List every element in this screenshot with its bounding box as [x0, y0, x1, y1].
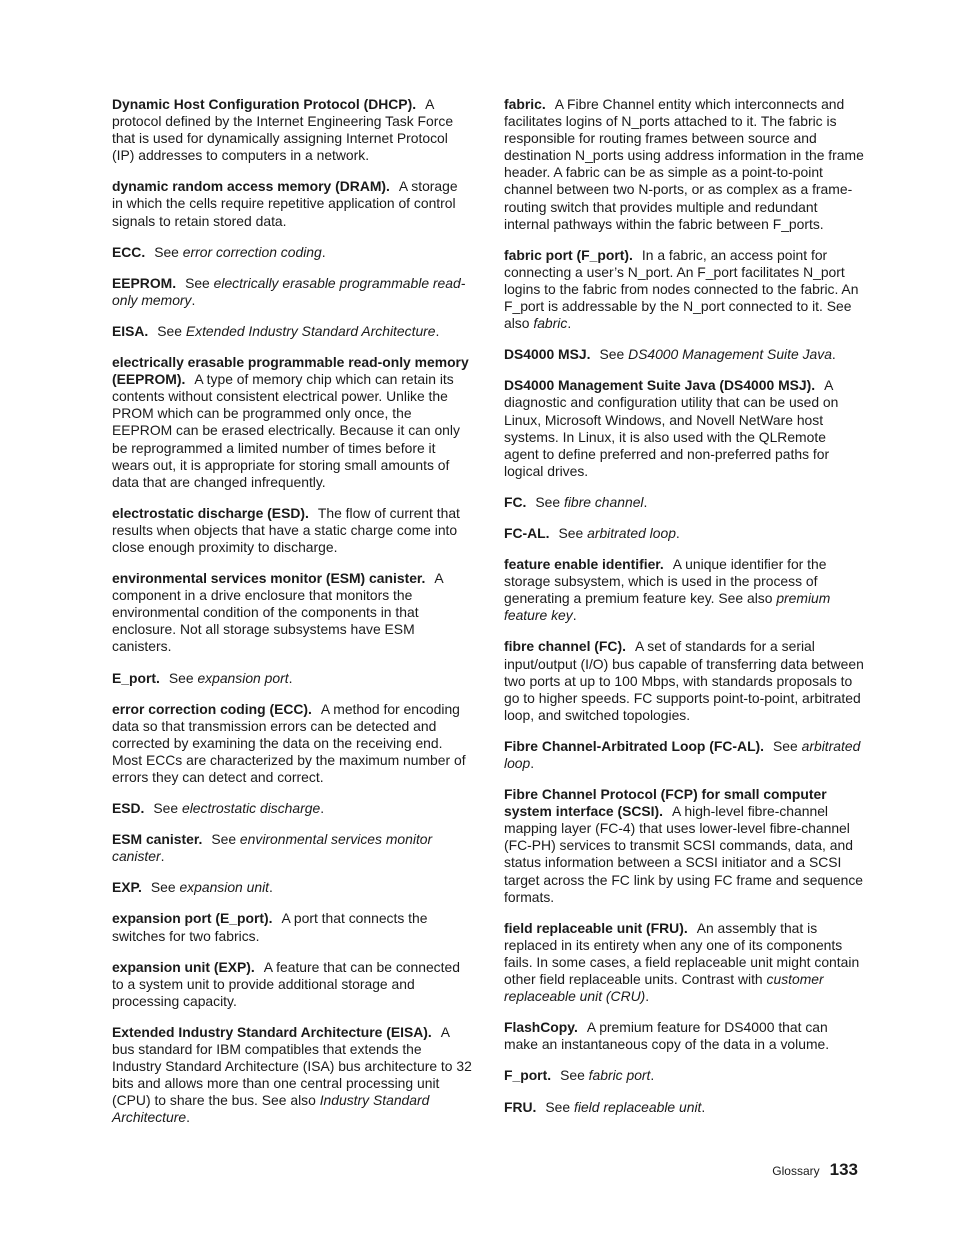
definition-text: An assembly that is replaced in its entirety when any one of its components fails. In some cases, a field replaceable unit might contain other field replaceable units. Contrast with [504, 919, 860, 988]
definition-text: A unique identifier for the storage subsystem, which is used in the process of generating a premium feature key. See also [504, 556, 827, 607]
glossary-term: FlashCopy. [504, 1019, 578, 1036]
definition-text: See [150, 879, 180, 896]
glossary-term: dynamic random access memory (DRAM). [112, 178, 390, 195]
glossary-term: FC-AL. [504, 524, 550, 541]
glossary-term: expansion port (E_port). [112, 910, 273, 927]
glossary-term: EISA. [112, 322, 149, 339]
cross-reference: fabric port [588, 1067, 651, 1084]
cross-reference: fibre channel [563, 493, 644, 510]
cross-reference: electrically erasable programmable read-only memory [112, 274, 466, 308]
definition-text: . [320, 800, 325, 817]
glossary-entry [504, 556, 864, 624]
glossary-entry [504, 920, 864, 1005]
footer-section-label: Glossary [772, 1164, 820, 1178]
glossary-term: Fibre Channel Protocol (FCP) for small computer system interface (SCSI). [504, 786, 827, 820]
definition-text: . [675, 524, 680, 541]
cross-reference: arbitrated loop [504, 737, 861, 771]
definition-text: See [599, 346, 629, 363]
glossary-entry [112, 701, 472, 786]
glossary-entry [504, 786, 864, 906]
definition-text: A port that connects the switches for two fabrics. [112, 910, 428, 944]
cross-reference: fabric [533, 315, 568, 332]
cross-reference: electrostatic discharge [182, 800, 321, 817]
definition-text: A feature that can be connected to a system unit to provide additional storage and processing capacity. [112, 958, 460, 1009]
glossary-term: Fibre Channel-Arbitrated Loop (FC-AL). [504, 737, 765, 754]
definition-text: . [160, 848, 165, 865]
glossary-entry [112, 879, 472, 896]
glossary-term: EEPROM. [112, 274, 177, 291]
definition-text: See [535, 493, 564, 510]
definition-text: See [773, 737, 802, 754]
glossary-entry [112, 505, 472, 556]
definition-text: . [288, 669, 293, 686]
definition-text: . [530, 755, 535, 771]
definition-text: See [153, 800, 182, 817]
glossary-entry [504, 346, 864, 363]
definition-text: . [191, 291, 196, 308]
glossary-term: F_port. [504, 1067, 552, 1084]
cross-reference: Industry Standard Architecture [112, 1092, 430, 1126]
definition-text: A Fibre Channel entity which interconnects and facilitates logins of N_ports attached to it. The fabric is responsible for routing frames between source and destination N_ports using address information in the frame header. A fabric can be as simple as a point-to-point channel between two N-ports, or as complex as a frame-routing switch that provides multiple and redundant internal pathways within the fabric between F_ports. [504, 96, 864, 232]
definition-text: See [558, 524, 588, 541]
definition-text: See [157, 322, 186, 339]
definition-text: See [168, 669, 198, 686]
glossary-term: FRU. [504, 1098, 537, 1115]
glossary-entry [112, 831, 472, 865]
glossary-entry [112, 96, 472, 164]
definition-text: . [831, 346, 836, 363]
glossary-term: fibre channel (FC). [504, 638, 626, 655]
glossary-term: expansion unit (EXP). [112, 958, 255, 975]
cross-reference: customer replaceable unit (CRU) [504, 971, 824, 1005]
glossary-entry [504, 247, 864, 332]
cross-reference: DS4000 Management Suite Java [628, 346, 832, 363]
glossary-term: ECC. [112, 243, 146, 260]
definition-text: . [650, 1067, 655, 1084]
glossary-entry [504, 494, 864, 511]
glossary-entry [504, 1067, 864, 1084]
glossary-entry [112, 959, 472, 1010]
glossary-term: fabric. [504, 96, 546, 112]
definition-text: See [185, 274, 214, 291]
definition-text: . [701, 1098, 706, 1115]
glossary-entry [112, 244, 472, 261]
glossary-entry [504, 96, 864, 233]
glossary-term: error correction coding (ECC). [112, 700, 312, 717]
glossary-entry [112, 800, 472, 817]
definition-text: A method for encoding data so that transmission errors can be detected and corrected by examining the data on the receiving end. Most ECCs are characterized by the maximum number of errors they can detect and correct. [112, 700, 466, 785]
glossary-term: Dynamic Host Configuration Protocol (DHCP). [112, 96, 417, 112]
glossary-term: feature enable identifier. [504, 556, 664, 573]
cross-reference: field replaceable unit [574, 1098, 702, 1115]
glossary-right-column [504, 96, 864, 1130]
definition-text: . [186, 1109, 190, 1126]
glossary-entry [112, 275, 472, 309]
definition-text: A high-level fibre-channel mapping layer (FC-4) that uses lower-level fibre-channel (FC-PH) services to transmit SCSI commands, data, and status information between a SCSI initiator and a SCSI target across the FC link by using FC frame and sequence formats. [504, 803, 864, 905]
glossary-left-column [112, 96, 472, 1141]
definition-text: . [572, 607, 577, 624]
cross-reference: Extended Industry Standard Architecture [185, 322, 436, 339]
definition-text: A type of memory chip which can retain its contents without consistent electrical power. Unlike the PROM which can be programmed only once, the EEPROM can be erased electrically. Because it can only be reprogrammed a limited number of times before it wears out, it is appropriate for storing small amounts of data that are changed infrequently. [112, 371, 460, 490]
cross-reference: error correction coding [182, 243, 322, 260]
definition-text: See [560, 1067, 589, 1084]
cross-reference: premium feature key [504, 590, 831, 624]
cross-reference: expansion port [197, 669, 289, 686]
cross-reference: environmental services monitor canister [112, 831, 433, 865]
definition-text: . [643, 493, 648, 510]
definition-text: A set of standards for a serial input/output (I/O) bus capable of transferring data between two ports at up to 100 Mbps, with standards proposals to go to higher speeds. FC supports point-to-point, arbitrated loop, and switched topologies. [504, 638, 864, 723]
glossary-term: DS4000 Management Suite Java (DS4000 MSJ). [504, 377, 816, 394]
definition-text: A bus standard for IBM compatibles that extends the Industry Standard Architecture (ISA) bus architecture to 32 bits and allows more than one central processing unit (CPU) to share the bus. See also [112, 1023, 472, 1109]
glossary-term: field replaceable unit (FRU). [504, 919, 688, 936]
glossary-entry [112, 670, 472, 687]
glossary-term: ESD. [112, 800, 145, 817]
page-footer [772, 1160, 858, 1180]
definition-text: A premium feature for DS4000 that can make an instantaneous copy of the data in a volume. [504, 1019, 830, 1053]
glossary-entry [504, 638, 864, 723]
glossary-term: E_port. [112, 669, 160, 686]
glossary-entry [504, 1099, 864, 1116]
glossary-entry [112, 323, 472, 340]
glossary-entry [504, 525, 864, 542]
definition-text: See [545, 1098, 574, 1115]
definition-text: See [211, 831, 240, 848]
glossary-entry [112, 1024, 472, 1127]
glossary-entry [112, 570, 472, 655]
definition-text: . [567, 315, 572, 332]
glossary-term: electrically erasable programmable read-only memory (EEPROM). [112, 354, 469, 388]
cross-reference: arbitrated loop [587, 524, 676, 541]
definition-text: . [269, 879, 273, 896]
glossary-term: FC. [504, 493, 527, 510]
page-number: 133 [829, 1160, 858, 1179]
definition-text: . [645, 988, 650, 1005]
cross-reference: expansion unit [179, 879, 270, 896]
definition-text: A component in a drive enclosure that monitors the environmental condition of the components in that enclosure. Not all storage subsystems have ESM canisters. [112, 570, 443, 655]
definition-text: A protocol defined by the Internet Engineering Task Force that is used for dynamically assigning Internet Protocol (IP) addresses to computers in a network. [112, 96, 454, 164]
glossary-term: fabric port (F_port). [504, 246, 633, 263]
glossary-term: electrostatic discharge (ESD). [112, 504, 309, 521]
glossary-term: EXP. [112, 879, 142, 896]
glossary-entry [112, 178, 472, 229]
glossary-term: ESM canister. [112, 831, 203, 848]
definition-text: The flow of current that results when objects that have a static charge come into close enough proximity to discharge. [112, 504, 460, 555]
glossary-term: Extended Industry Standard Architecture (EISA). [112, 1023, 432, 1040]
definition-text: In a fabric, an access point for connecting a user’s N_port. An F_port facilitates N_port logins to the fabric from nodes connected to the fabric. An F_port is addressable by the N_port connected to it. See also [504, 246, 859, 332]
glossary-term: DS4000 MSJ. [504, 346, 591, 363]
definition-text: . [321, 243, 326, 260]
glossary-entry [112, 354, 472, 491]
definition-text: A storage in which the cells require repetitive application of control signals to retain stored data. [112, 178, 458, 229]
definition-text: . [435, 322, 440, 339]
glossary-entry [112, 910, 472, 944]
glossary-entry [504, 377, 864, 480]
glossary-term: environmental services monitor (ESM) canister. [112, 570, 426, 587]
glossary-entry [504, 1019, 864, 1053]
definition-text: A diagnostic and configuration utility that can be used on Linux, Microsoft Windows, and Novell NetWare host systems. In Linux, it is also used with the QLRemote agent to define preferred and non-preferred paths for logical drives. [504, 377, 839, 479]
glossary-entry [504, 738, 864, 772]
definition-text: See [154, 243, 183, 260]
